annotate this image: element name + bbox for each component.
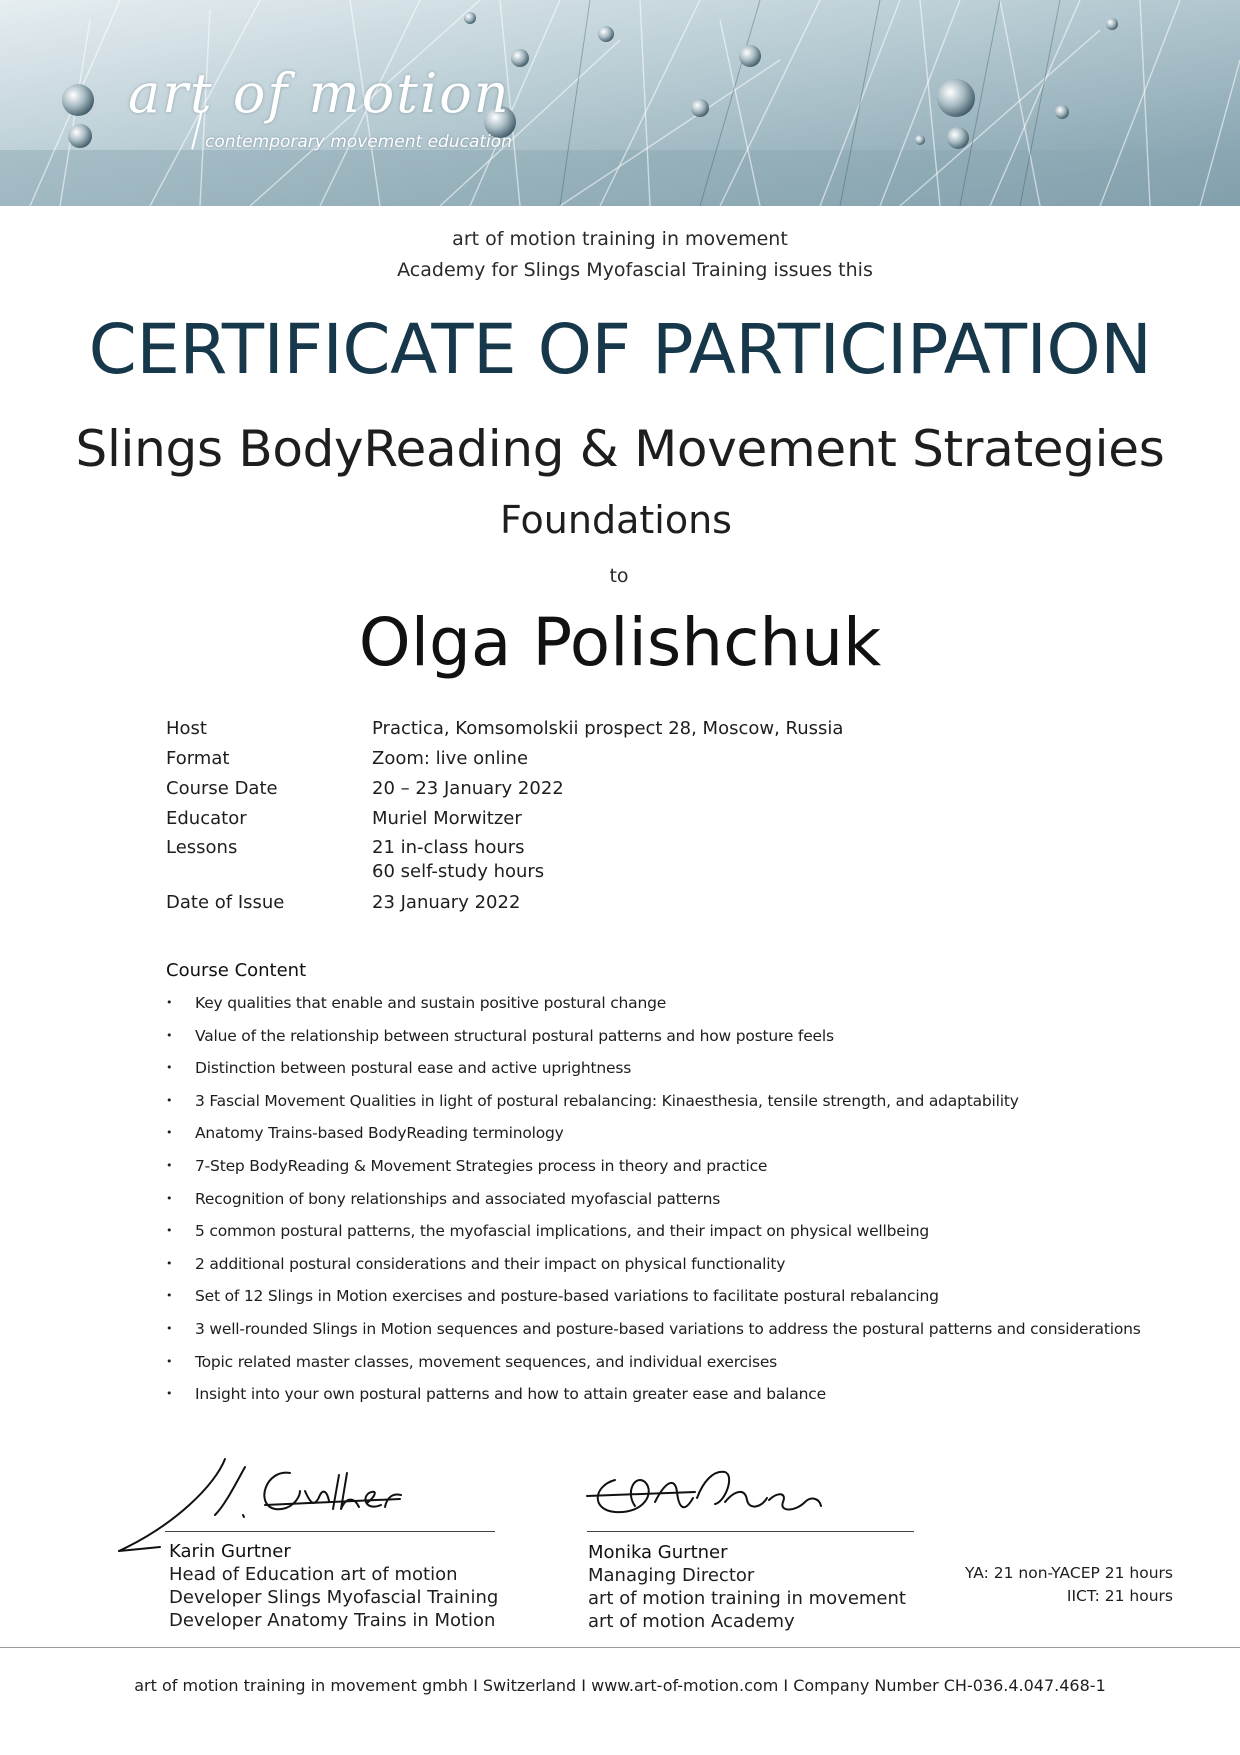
signature-line-2 xyxy=(587,1531,914,1532)
issuer-line-2: Academy for Slings Myofascial Training issues this xyxy=(397,259,873,281)
lessons-label: Lessons xyxy=(166,837,238,858)
list-item: • Recognition of bony relationships and associated myofascial patterns xyxy=(166,1189,1141,1222)
signatory-2-role-1: Managing Director xyxy=(588,1565,755,1586)
course-level: Foundations xyxy=(500,498,732,542)
signatory-1-name: Karin Gurtner xyxy=(169,1541,291,1562)
header-banner xyxy=(0,0,1240,206)
list-item: • 3 well-rounded Slings in Motion sequences and posture-based variations to address the postural patterns and considerations xyxy=(166,1319,1141,1352)
signatory-1-role-3: Developer Anatomy Trains in Motion xyxy=(169,1610,496,1631)
list-item: • Value of the relationship between structural postural patterns and how posture feels xyxy=(166,1026,1141,1059)
footer-company-info: art of motion training in movement gmbh I Switzerland I www.art-of-motion.com I Company Number CH-036.4.047.468-1 xyxy=(134,1676,1106,1695)
iict-hours: IICT: 21 hours xyxy=(1066,1587,1173,1605)
ya-hours: YA: 21 non-YACEP 21 hours xyxy=(965,1564,1173,1582)
signatory-1-role-2: Developer Slings Myofascial Training xyxy=(169,1587,499,1608)
list-item: • Distinction between postural ease and active uprightness xyxy=(166,1058,1141,1091)
accreditation-hours xyxy=(965,1562,1173,1608)
lessons-value xyxy=(372,837,544,882)
list-item: • 2 additional postural considerations and their impact on physical functionality xyxy=(166,1254,1141,1287)
educator-value: Muriel Morwitzer xyxy=(372,808,522,829)
signatory-2-role-3: art of motion Academy xyxy=(588,1611,795,1632)
signatory-1-role-1: Head of Education art of motion xyxy=(169,1564,458,1585)
course-date-label: Course Date xyxy=(166,778,278,799)
list-item: • Anatomy Trains-based BodyReading terminology xyxy=(166,1123,1141,1156)
logo-tagline: contemporary movement education xyxy=(205,132,512,152)
signature-monika-gurtner xyxy=(585,1462,835,1532)
lessons-in-class: 21 in-class hours xyxy=(372,837,525,858)
list-item: • Key qualities that enable and sustain positive postural change xyxy=(166,993,1141,1026)
list-item: • Set of 12 Slings in Motion exercises and posture-based variations to facilitate postural rebalancing xyxy=(166,1286,1141,1319)
format-value: Zoom: live online xyxy=(372,748,529,769)
signatory-2 xyxy=(588,1541,906,1633)
list-item: • 7-Step BodyReading & Movement Strategies process in theory and practice xyxy=(166,1156,1141,1189)
issue-date-label: Date of Issue xyxy=(166,892,285,913)
host-value: Practica, Komsomolskii prospect 28, Moscow, Russia xyxy=(372,718,844,739)
recipient-name: Olga Polishchuk xyxy=(358,604,882,681)
signatory-1 xyxy=(169,1540,498,1632)
course-name: Slings BodyReading & Movement Strategies xyxy=(75,420,1165,478)
course-content-heading: Course Content xyxy=(166,960,307,981)
to-label: to xyxy=(609,565,629,587)
certificate-title: CERTIFICATE OF PARTICIPATION xyxy=(88,310,1152,390)
format-label: Format xyxy=(166,748,230,769)
educator-label: Educator xyxy=(166,808,247,829)
footer-divider xyxy=(0,1647,1240,1648)
list-item: • 5 common postural patterns, the myofascial implications, and their impact on physical wellbeing xyxy=(166,1221,1141,1254)
course-content-list xyxy=(166,993,1141,1417)
lessons-self-study: 60 self-study hours xyxy=(372,861,545,882)
issue-date-value: 23 January 2022 xyxy=(372,892,521,913)
list-item: • Insight into your own postural patterns and how to attain greater ease and balance xyxy=(166,1384,1141,1417)
issuer-line-1: art of motion training in movement xyxy=(452,228,788,250)
logo-wordmark: art of motion xyxy=(128,62,511,125)
signature-line-1 xyxy=(165,1531,495,1532)
signatory-2-role-2: art of motion training in movement xyxy=(588,1588,906,1609)
host-label: Host xyxy=(166,718,207,739)
list-item: • Topic related master classes, movement sequences, and individual exercises xyxy=(166,1352,1141,1385)
course-date-value: 20 – 23 January 2022 xyxy=(372,778,564,799)
list-item: • 3 Fascial Movement Qualities in light of postural rebalancing: Kinaesthesia, tensile strength, and adaptability xyxy=(166,1091,1141,1124)
signatory-2-name: Monika Gurtner xyxy=(588,1542,728,1563)
